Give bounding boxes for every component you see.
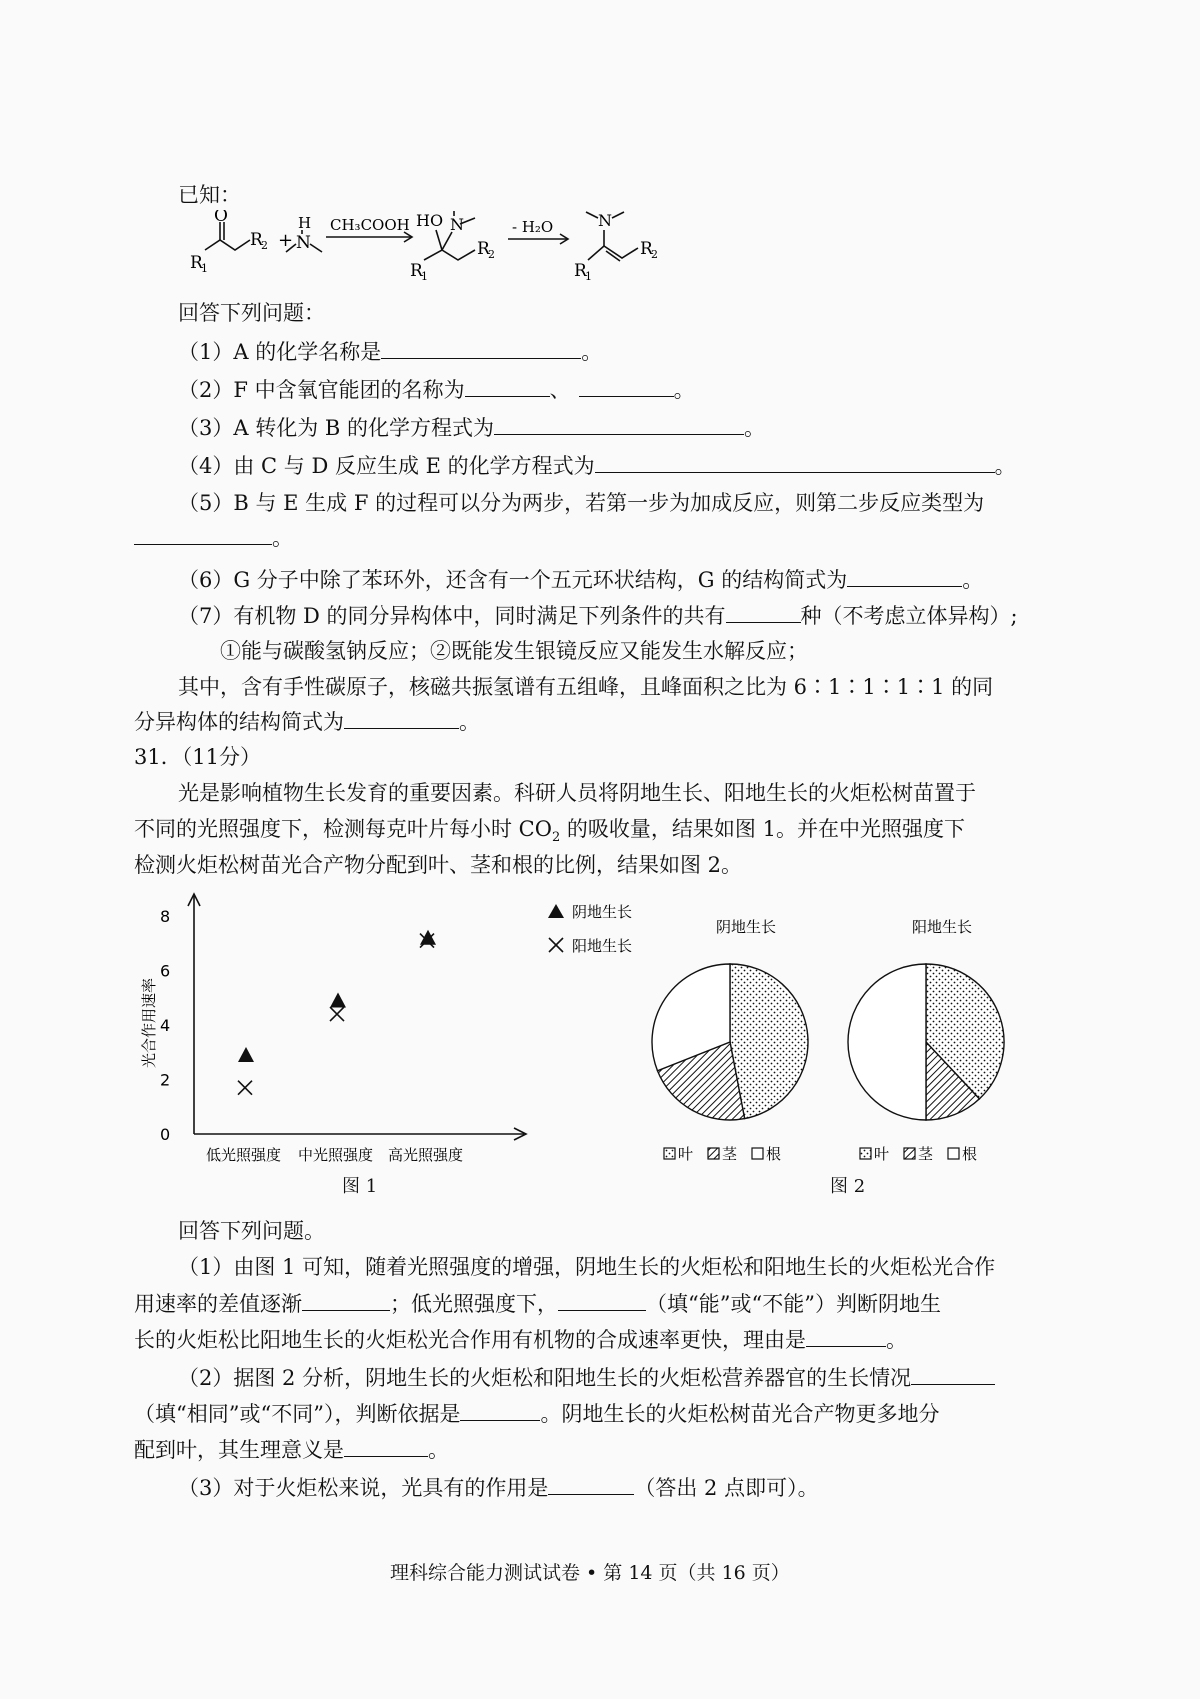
q31-para-2: 不同的光照强度下，检测每克叶片每小时 $CO_2$ 的吸收量，结果如图 1。并在中光照强度下 — [134, 817, 965, 846]
legend-swatch — [708, 1148, 719, 1159]
svg-text:2: 2 — [651, 248, 658, 261]
answer-blank[interactable] — [579, 374, 674, 397]
y-axis-label: 光合作用速率 — [140, 977, 158, 1068]
answer-blank[interactable] — [595, 450, 995, 473]
q30-intro: 回答下列问题： — [178, 301, 325, 325]
pie-slice — [730, 964, 808, 1119]
enamine-bonds — [586, 212, 638, 261]
y-tick-label: 0 — [160, 1125, 171, 1144]
q31-1-line1: （1）由图 1 可知，随着光照强度的增强，阴地生长的火炬松和阳地生长的火炬松光合作 — [178, 1255, 996, 1279]
svg-text:N: N — [598, 211, 612, 230]
answer-blank[interactable] — [548, 1472, 634, 1495]
q31-header: 31．（11分） — [134, 745, 261, 769]
q30-5: （5）B 与 E 生成 F 的过程可以分为两步，若第一步为加成反应，则第二步反应类型为 — [178, 491, 985, 515]
y-tick-labels — [160, 907, 170, 1144]
y-tick-label: 8 — [160, 907, 171, 926]
pie-title-shade: 阴地生长 — [716, 918, 777, 936]
triangle-point — [330, 992, 346, 1007]
n-label: N — [296, 233, 311, 253]
legend-swatch — [860, 1148, 871, 1159]
q30-7-line4: 分异构体的结构简式为 。 — [134, 706, 480, 737]
figure-1-caption: 图 1 — [342, 1176, 378, 1197]
plus-sign: + — [278, 230, 294, 251]
svg-text:R: R — [477, 239, 490, 259]
answer-blank[interactable] — [494, 412, 744, 435]
answer-blank[interactable] — [847, 564, 962, 587]
q30-7-line3: 其中，含有手性碳原子，核磁共振氢谱有五组峰，且峰面积之比为 6∶1∶1∶1∶1 的同 — [178, 675, 994, 699]
answer-blank[interactable] — [134, 522, 272, 545]
q30-7-conditions: ①能与碳酸氢钠反应；②既能发生银镜反应又能发生水解反应； — [220, 639, 808, 663]
triangle-point — [238, 1047, 254, 1062]
legend-swatch — [904, 1148, 915, 1159]
reaction-scheme — [190, 210, 750, 290]
oxygen-label: O — [214, 210, 228, 226]
y-tick-label: 6 — [160, 961, 171, 981]
legend-swatch — [948, 1148, 959, 1159]
legend-label-sun: 阳地生长 — [572, 937, 633, 955]
answer-blank[interactable] — [381, 336, 581, 359]
y-tick-label: 4 — [160, 1016, 171, 1035]
q30-4: （4）由 C 与 D 反应生成 E 的化学方程式为 。 — [178, 450, 1016, 481]
svg-text:R: R — [640, 239, 653, 259]
svg-text:R: R — [574, 261, 587, 281]
svg-text:R: R — [410, 261, 423, 281]
data-points — [238, 930, 436, 1095]
h-label: H — [298, 214, 312, 232]
reagent-label: CH₃COOH — [330, 216, 410, 234]
answer-blank[interactable] — [344, 1434, 428, 1457]
svg-text:1: 1 — [201, 262, 208, 275]
legend-swatch — [664, 1148, 675, 1159]
figure-2-chart — [650, 918, 1020, 1168]
answer-blank[interactable] — [344, 706, 459, 729]
pie-legend-sun — [860, 1145, 977, 1163]
q31-2-line1: （2）据图 2 分析，阴地生长的火炬松和阳地生长的火炬松营养器官的生长情况 — [178, 1362, 995, 1393]
q31-para-3: 检测火炬松树苗光合产物分配到叶、茎和根的比例，结果如图 2。 — [134, 853, 743, 877]
q30-3: （3）A 转化为 B 的化学方程式为 。 — [178, 412, 765, 443]
pie-slice — [848, 964, 926, 1120]
ho-label: HO — [416, 211, 444, 230]
q30-1: （1）A 的化学名称是 。 — [178, 336, 602, 367]
x-tick-label: 中光照强度 — [298, 1146, 374, 1164]
chart-axes — [188, 894, 526, 1140]
pie-title-sun: 阳地生长 — [912, 918, 973, 936]
q31-1-line2: 用速率的差值逐渐 ；低光照强度下， （填“能”或“不能”）判断阴地生 — [134, 1288, 941, 1319]
answer-blank[interactable] — [465, 374, 550, 397]
legend-label: 叶 — [678, 1145, 694, 1163]
svg-text:1: 1 — [585, 270, 592, 283]
pie-legend-shade — [664, 1145, 781, 1163]
legend-triangle-icon — [548, 904, 564, 918]
q31-2-line2: （填“相同”或“不同”），判断依据是 。阴地生长的火炬松树苗光合产物更多地分 — [134, 1398, 939, 1429]
r1-label: R — [190, 253, 203, 273]
q31-2-line3: 配到叶，其生理意义是 。 — [134, 1434, 449, 1465]
figure-1-chart — [130, 888, 550, 1178]
q31-para-1: 光是影响植物生长发育的重要因素。科研人员将阴地生长、阳地生长的火炬松树苗置于 — [178, 781, 976, 805]
q31-intro: 回答下列问题。 — [178, 1219, 325, 1243]
svg-text:1: 1 — [421, 270, 428, 283]
x-tick-label: 高光照强度 — [388, 1146, 464, 1164]
q30-5-cont: 。 — [134, 522, 293, 553]
answer-blank[interactable] — [806, 1324, 886, 1347]
q30-7: （7）有机物 D 的同分异构体中，同时满足下列条件的共有 种（不考虑立体异构）; — [178, 600, 1018, 631]
legend-cross-icon — [549, 938, 563, 952]
known-label: 已知： — [178, 183, 241, 207]
legend-label: 茎 — [722, 1145, 738, 1163]
x-tick-label: 低光照强度 — [206, 1146, 282, 1164]
q30-2: （2）F 中含氧官能团的名称为 、 。 — [178, 374, 695, 405]
q31-1-line3: 长的火炬松比阳地生长的火炬松光合作用有机物的合成速率更快，理由是 。 — [134, 1324, 907, 1355]
pie-shade — [652, 964, 808, 1120]
q31-3: （3）对于火炬松来说，光具有的作用是 （答出 2 点即可）。 — [178, 1472, 819, 1503]
x-tick-labels — [206, 1146, 463, 1164]
answer-blank[interactable] — [558, 1288, 646, 1311]
svg-text:N: N — [450, 215, 464, 234]
legend-label: 叶 — [874, 1145, 890, 1163]
pie-sun — [848, 964, 1004, 1120]
y-tick-label: 2 — [160, 1070, 171, 1090]
ketone-structure — [205, 222, 250, 250]
r2-label: R — [250, 230, 263, 250]
legend-label: 茎 — [918, 1145, 934, 1163]
legend-label: 根 — [962, 1145, 978, 1163]
legend-label: 根 — [766, 1145, 782, 1163]
cross-point — [330, 1007, 344, 1021]
answer-blank[interactable] — [460, 1398, 540, 1421]
figure-2-caption: 图 2 — [830, 1176, 866, 1197]
answer-blank[interactable] — [726, 600, 801, 623]
legend-label-shade: 阴地生长 — [572, 903, 633, 921]
svg-text:2: 2 — [261, 239, 268, 252]
page-footer: 理科综合能力测试试卷 • 第 14 页（共 16 页） — [390, 1562, 790, 1584]
legend-swatch — [752, 1148, 763, 1159]
answer-blank[interactable] — [302, 1288, 390, 1311]
dehydrate-label: - H₂O — [512, 218, 554, 236]
q30-6: （6）G 分子中除了苯环外，还含有一个五元环状结构，G 的结构简式为 。 — [178, 564, 983, 595]
cross-point — [238, 1081, 252, 1095]
answer-blank[interactable] — [911, 1362, 995, 1385]
svg-text:2: 2 — [488, 248, 495, 261]
